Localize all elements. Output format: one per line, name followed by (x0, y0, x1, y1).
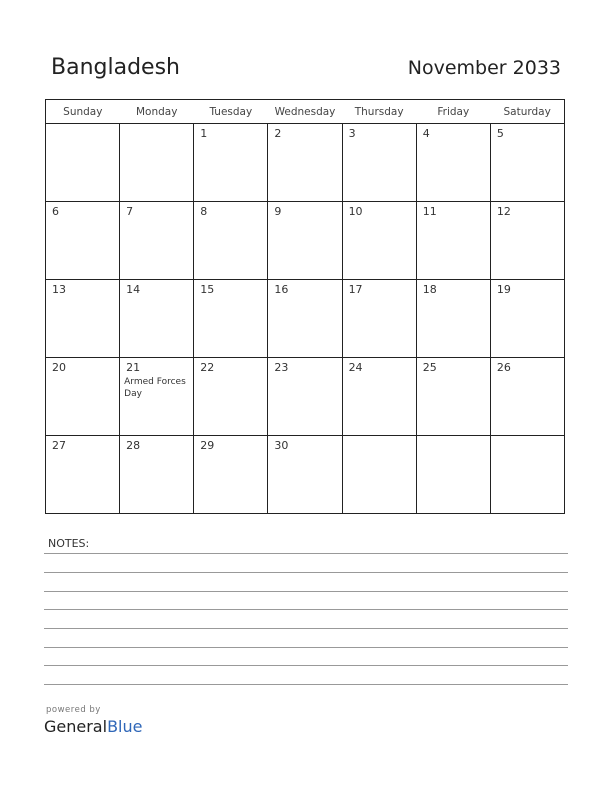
country-title: Bangladesh (51, 55, 180, 80)
day-number: 27 (52, 439, 66, 452)
day-number: 13 (52, 283, 66, 296)
day-cell (268, 280, 342, 358)
day-number: 28 (126, 439, 141, 452)
weekday-header: Sunday (46, 100, 120, 124)
day-number (491, 436, 564, 439)
day-number: 29 (200, 439, 215, 452)
day-number: 4 (422, 127, 430, 140)
day-cell (46, 202, 120, 280)
day-number: 14 (126, 283, 141, 296)
notes-line (44, 628, 568, 629)
day-number (417, 436, 490, 439)
day-cell (342, 436, 416, 514)
weekday-header: Saturday (490, 100, 564, 124)
day-cell (120, 358, 194, 436)
powered-by-label: powered by (46, 705, 101, 715)
day-number: 26 (496, 361, 511, 374)
day-cell (416, 436, 490, 514)
day-number: 6 (52, 205, 59, 218)
day-cell (46, 280, 120, 358)
month-year-title: November 2033 (407, 57, 561, 79)
day-cell (194, 358, 268, 436)
day-cell (194, 280, 268, 358)
day-cell (120, 436, 194, 514)
day-cell (194, 436, 268, 514)
week-row (46, 280, 565, 358)
day-cell (342, 280, 416, 358)
day-cell (120, 124, 194, 202)
generalblue-logo (44, 717, 142, 736)
day-number: 7 (126, 205, 134, 218)
day-number: 25 (422, 361, 437, 374)
day-number: 20 (52, 361, 66, 374)
day-number: 17 (348, 283, 363, 296)
day-number: 21 (126, 361, 141, 374)
day-cell (490, 358, 564, 436)
notes-line (44, 553, 568, 554)
day-number: 9 (274, 205, 282, 218)
day-cell (268, 436, 342, 514)
day-cell (416, 358, 490, 436)
day-cell (120, 280, 194, 358)
day-number: 11 (422, 205, 437, 218)
day-cell (120, 202, 194, 280)
day-cell (416, 202, 490, 280)
day-number: 10 (348, 205, 363, 218)
week-row (46, 358, 565, 436)
calendar-grid (45, 99, 565, 514)
day-cell (342, 202, 416, 280)
day-cell (342, 124, 416, 202)
day-cell (46, 436, 120, 514)
day-number: 12 (496, 205, 511, 218)
day-number: 1 (200, 127, 208, 140)
day-cell (268, 202, 342, 280)
day-cell (194, 124, 268, 202)
week-row (46, 202, 565, 280)
day-cell (416, 124, 490, 202)
weekday-header: Tuesday (194, 100, 268, 124)
day-number: 2 (274, 127, 282, 140)
day-number: 30 (274, 439, 289, 452)
day-cell (342, 358, 416, 436)
day-cell (268, 124, 342, 202)
day-number (46, 124, 119, 127)
logo-text-blue: Blue (107, 717, 143, 736)
day-number: 5 (496, 127, 504, 140)
holiday-label: Armed Forces Day (124, 377, 186, 399)
notes-line (44, 591, 568, 592)
day-cell (194, 202, 268, 280)
day-number: 3 (348, 127, 356, 140)
day-cell (46, 124, 120, 202)
logo-text-general: General (44, 717, 108, 736)
day-cell (490, 280, 564, 358)
day-number: 22 (200, 361, 215, 374)
day-cell (268, 358, 342, 436)
notes-line (44, 609, 568, 610)
weekday-header-row (46, 100, 565, 124)
day-cell (490, 124, 564, 202)
day-number (120, 124, 193, 127)
day-number: 8 (200, 205, 208, 218)
weekday-header: Wednesday (268, 100, 342, 124)
notes-line (44, 572, 568, 573)
day-number: 19 (496, 283, 511, 296)
day-cell (46, 358, 120, 436)
day-number: 18 (422, 283, 437, 296)
day-cell (490, 436, 564, 514)
day-number: 24 (348, 361, 363, 374)
day-cell (490, 202, 564, 280)
notes-label: NOTES: (48, 537, 90, 550)
weekday-header: Friday (416, 100, 490, 124)
day-number: 15 (200, 283, 215, 296)
weekday-header: Thursday (342, 100, 416, 124)
week-row (46, 124, 565, 202)
day-number: 23 (274, 361, 289, 374)
notes-line (44, 647, 568, 648)
weekday-header: Monday (120, 100, 194, 124)
day-cell (416, 280, 490, 358)
notes-line (44, 665, 568, 666)
day-number (343, 436, 416, 439)
week-row (46, 436, 565, 514)
day-number: 16 (274, 283, 289, 296)
notes-line (44, 684, 568, 685)
